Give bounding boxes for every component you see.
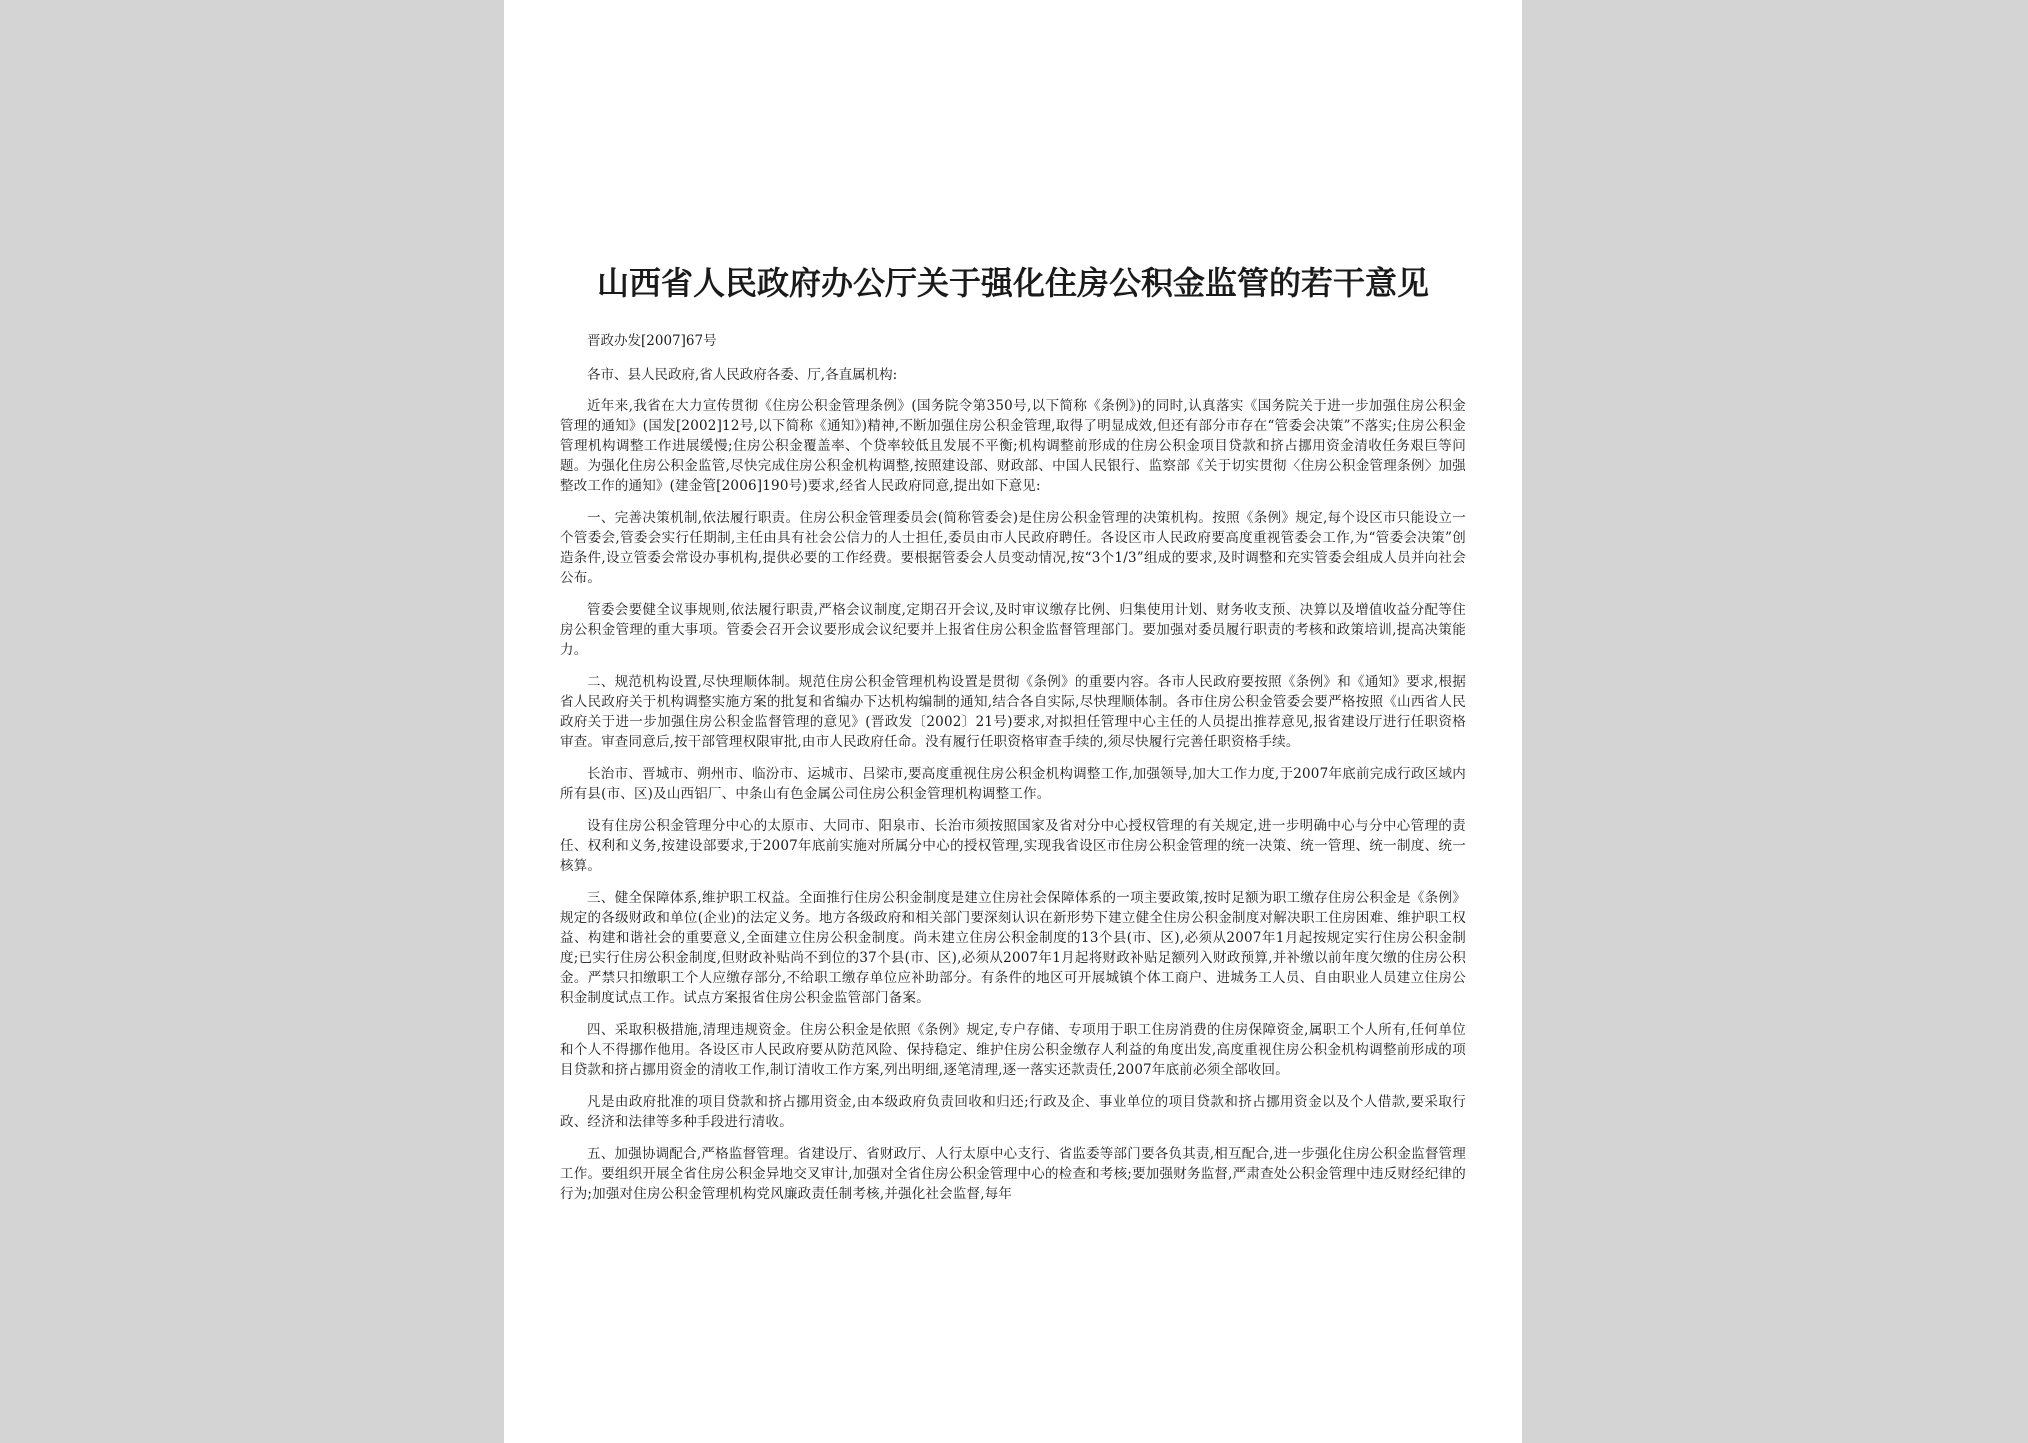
paragraph-section-2-cities: 长治市、晋城市、朔州市、临汾市、运城市、吕梁市,要高度重视住房公积金机构调整工作,加强领导,加大工作力度,于2007年底前完成行政区域内所有县(市、区)及山西铝厂、中条山有色金属公司住房公积金管理机构调整工作。 (560, 766, 1466, 802)
document-title: 山西省人民政府办公厅关于强化住房公积金监管的若干意见 (596, 264, 1429, 302)
paragraph-section-2: 二、规范机构设置,尽快理顺体制。规范住房公积金管理机构设置是贯彻《条例》的重要内容。各市人民政府要按照《条例》和《通知》要求,根据省人民政府关于机构调整实施方案的批复和省编办下达机构编制的通知,结合各自实际,尽快理顺体制。各市住房公积金管委会要严格按照《山西省人民政府关于进一步加强住房公积金监督管理的意见》(晋政发〔2002〕21号)要求,对拟担任管理中心主任的人员提出推荐意见,报省建设厅进行任职资格审查。审查同意后,按干部管理权限审批,由市人民政府任命。没有履行任职资格审查手续的,须尽快履行完善任职资格手续。 (560, 674, 1466, 750)
paragraph-section-5: 五、加强协调配合,严格监督管理。省建设厅、省财政厅、人行太原中心支行、省监委等部门要各负其责,相互配合,进一步强化住房公积金监督管理工作。要组织开展全省住房公积金异地交叉审计,加强对全省住房公积金管理中心的检查和考核;要加强财务监督,严肃查处公积金管理中违反财经纪律的行为;加强对住房公积金管理机构党风廉政责任制考核,并强化社会监督,每年 (560, 1146, 1466, 1202)
paragraph-section-1-detail: 管委会要健全议事规则,依法履行职责,严格会议制度,定期召开会议,及时审议缴存比例、归集使用计划、财务收支预、决算以及增值收益分配等住房公积金管理的重大事项。管委会召开会议要形成会议纪要并上报省住房公积金监督管理部门。要加强对委员履行职责的考核和政策培训,提高决策能力。 (560, 602, 1466, 658)
salutation: 各市、县人民政府,省人民政府各委、厅,各直属机构: (587, 367, 898, 383)
document-number: 晋政办发[2007]67号 (587, 333, 717, 349)
paragraph-section-1: 一、完善决策机制,依法履行职责。住房公积金管理委员会(简称管委会)是住房公积金管理的决策机构。按照《条例》规定,每个设区市只能设立一个管委会,管委会实行任期制,主任由具有社会公信力的人士担任,委员由市人民政府聘任。各设区市人民政府要高度重视管委会工作,为“管委会决策”创造条件,设立管委会常设办事机构,提供必要的工作经费。要根据管委会人员变动情况,按“3个1/3”组成的要求,及时调整和充实管委会组成人员并向社会公布。 (560, 510, 1466, 586)
paragraph-section-3: 三、健全保障体系,维护职工权益。全面推行住房公积金制度是建立住房社会保障体系的一项主要政策,按时足额为职工缴存住房公积金是《条例》规定的各级财政和单位(企业)的法定义务。地方各级政府和相关部门要深刻认识在新形势下建立健全住房公积金制度对解决职工住房困难、维护职工权益、构建和谐社会的重要意义,全面建立住房公积金制度。尚未建立住房公积金制度的13个县(市、区),必须从2007年1月起按规定实行住房公积金制度;已实行住房公积金制度,但财政补贴尚不到位的37个县(市、区),必须从2007年1月起将财政补贴足额列入财政预算,并补缴以前年度欠缴的住房公积金。严禁只扣缴职工个人应缴存部分,不给职工缴存单位应补助部分。有条件的地区可开展城镇个体工商户、进城务工人员、自由职业人员建立住房公积金制度试点工作。试点方案报省住房公积金监管部门备案。 (560, 890, 1466, 1006)
paragraph-section-4: 四、采取积极措施,清理违规资金。住房公积金是依照《条例》规定,专户存储、专项用于职工住房消费的住房保障资金,属职工个人所有,任何单位和个人不得挪作他用。各设区市人民政府要从防范风险、保持稳定、维护住房公积金缴存人利益的角度出发,高度重视住房公积金机构调整前形成的项目贷款和挤占挪用资金的清收工作,制订清收工作方案,列出明细,逐笔清理,逐一落实还款责任,2007年底前必须全部收回。 (560, 1022, 1466, 1078)
paragraph-section-4-detail: 凡是由政府批准的项目贷款和挤占挪用资金,由本级政府负责回收和归还;行政及企、事业单位的项目贷款和挤占挪用资金以及个人借款,要采取行政、经济和法律等多种手段进行清收。 (560, 1094, 1466, 1130)
paragraph-section-2-subcenters: 设有住房公积金管理分中心的太原市、大同市、阳泉市、长治市须按照国家及省对分中心授权管理的有关规定,进一步明确中心与分中心管理的责任、权利和义务,按建设部要求,于2007年底前实施对所属分中心的授权管理,实现我省设区市住房公积金管理的统一决策、统一管理、统一制度、统一核算。 (560, 818, 1466, 874)
paragraph-intro: 近年来,我省在大力宣传贯彻《住房公积金管理条例》(国务院令第350号,以下简称《条例》)的同时,认真落实《国务院关于进一步加强住房公积金管理的通知》(国发[2002]12号,以下简称《通知》)精神,不断加强住房公积金管理,取得了明显成效,但还有部分市存在“管委会决策”不落实;住房公积金管理机构调整工作进展缓慢;住房公积金覆盖率、个贷率较低且发展不平衡;机构调整前形成的住房公积金项目贷款和挤占挪用资金清收任务艰巨等问题。为强化住房公积金监管,尽快完成住房公积金机构调整,按照建设部、财政部、中国人民银行、监察部《关于切实贯彻〈住房公积金管理条例〉加强整改工作的通知》(建金管[2006]190号)要求,经省人民政府同意,提出如下意见: (560, 398, 1466, 494)
document-page (504, 0, 1522, 1443)
